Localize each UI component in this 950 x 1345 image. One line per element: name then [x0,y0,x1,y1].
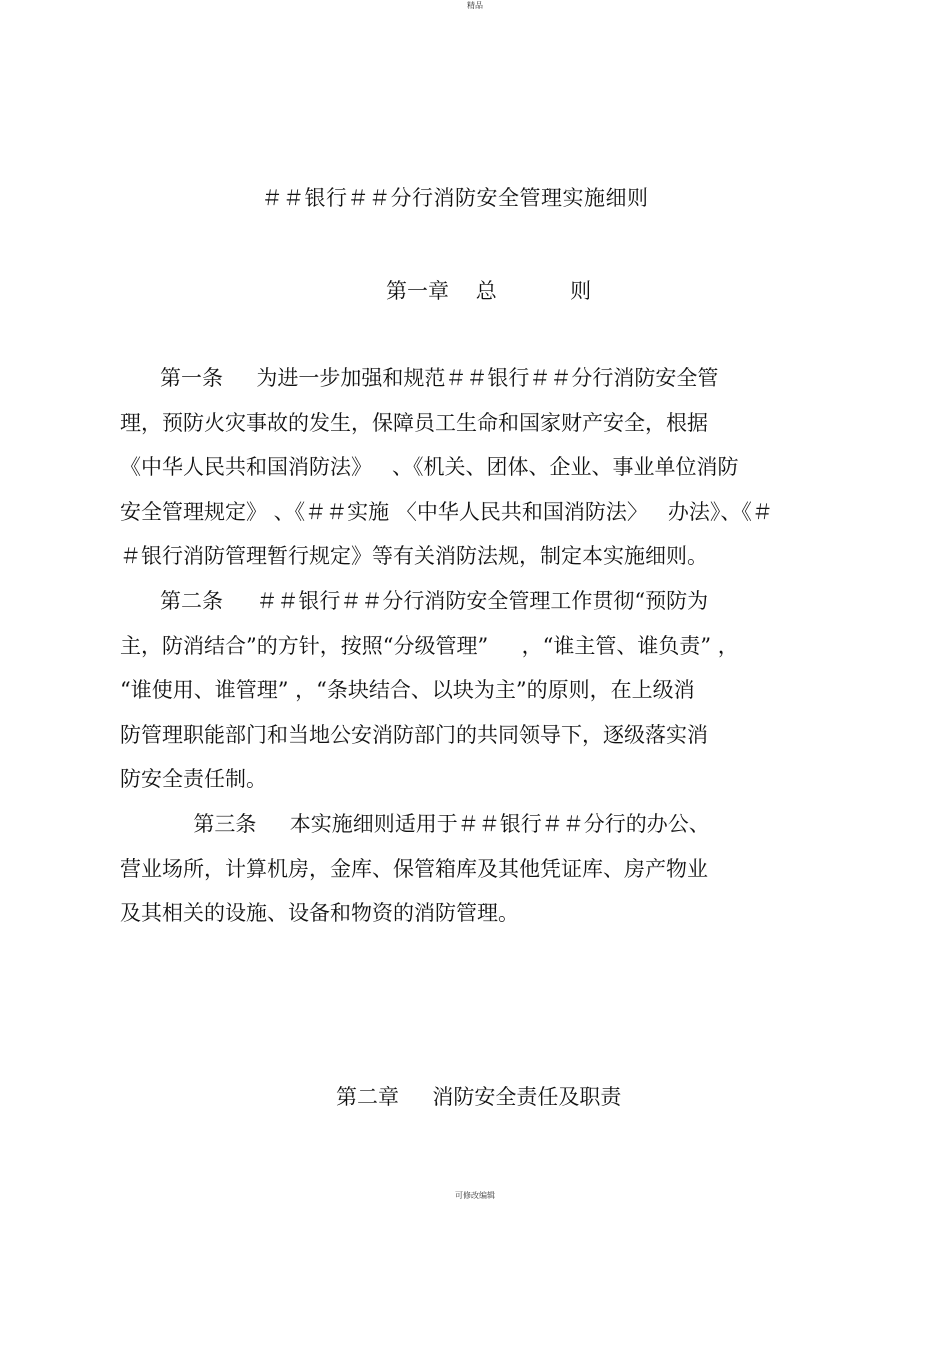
article-1-line: 《中华人民共和国消防法》 、《机关、团体、企业、事业单位消防 [120,455,739,479]
chapter-2-heading: 第二章 消防安全责任及职责 [336,1085,622,1109]
article-2-line: 防管理职能部门和当地公安消防部门的共同领导下，逐级落实消 [120,723,708,747]
document-title: ＃＃银行＃＃分行消防安全管理实施细则 [261,186,649,210]
article-2-line: 防安全责任制。 [120,767,267,791]
footer-mark: 可修改编辑 [455,1191,495,1200]
article-3-line: 及其相关的设施、设备和物资的消防管理。 [120,901,519,925]
article-1-line: 第一条 为进一步加强和规范＃＃银行＃＃分行消防安全管 [120,366,719,390]
article-2-line: “谁使用、谁管理” ，“条块结合、以块为主”的原则，在上级消 [120,678,695,702]
article-3-line: 营业场所，计算机房，金库、保管箱库及其他凭证库、房产物业 [120,857,708,881]
article-1-line: 安全管理规定》 、《＃＃实施 〈中华人民共和国消防法〉 办法》、《＃ [120,500,773,524]
article-1-line: 理，预防火灾事故的发生，保障员工生命和国家财产安全，根据 [120,411,708,435]
article-2-line: 主，防消结合”的方针，按照“分级管理” ，“谁主管、谁负责” ， [120,634,739,658]
header-mark: 精品 [467,1,483,10]
article-3-line: 第三条 本实施细则适用于＃＃银行＃＃分行的办公、 [120,812,710,836]
article-2-line: 第二条 ＃＃银行＃＃分行消防安全管理工作贯彻“预防为 [120,589,709,613]
article-1-line: ＃银行消防管理暂行规定》等有关消防法规，制定本实施细则。 [120,544,708,568]
chapter-1-heading: 第一章 总 则 [386,279,592,303]
